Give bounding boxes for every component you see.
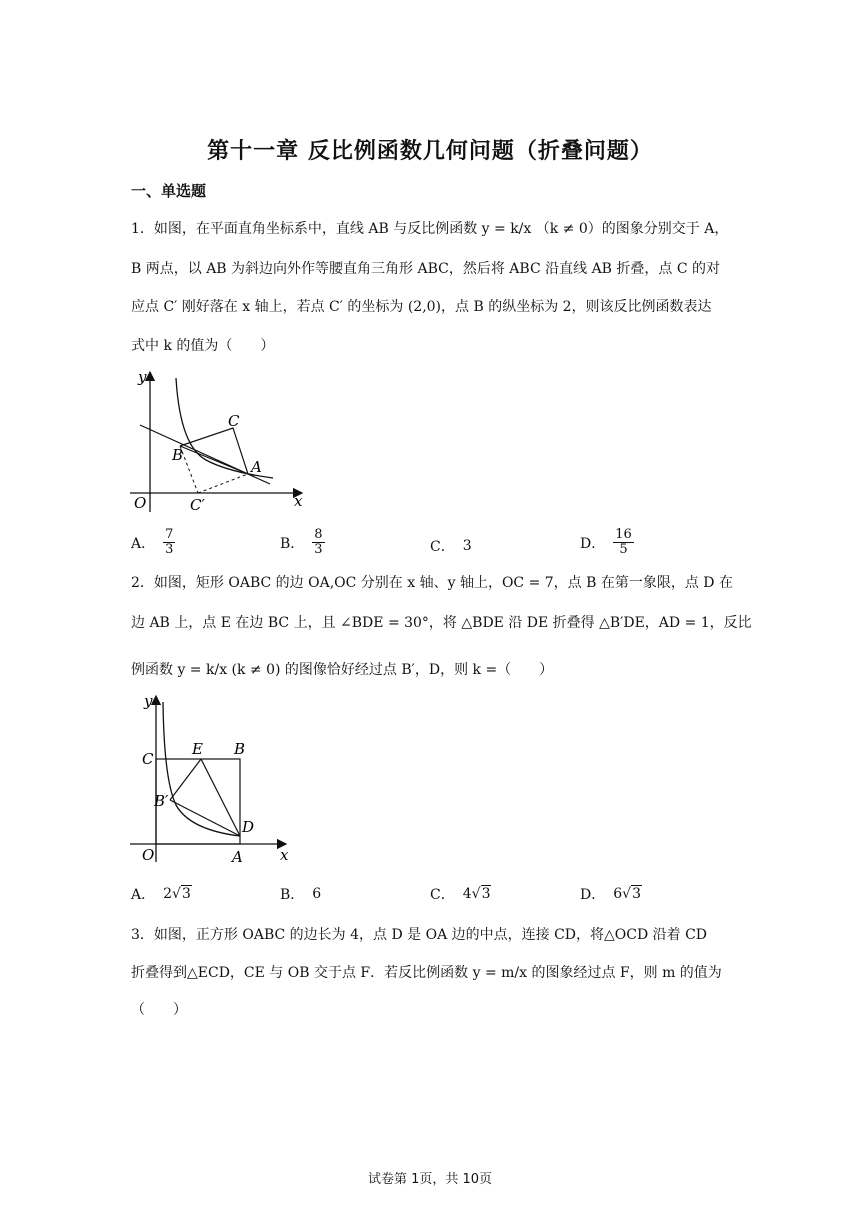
label-x: x [294,492,303,510]
q1-line-4: 式中 k 的值为（ ） [131,338,275,354]
label-o: O [142,846,155,864]
fraction-den: 3 [314,542,323,557]
q1-line-1: 1．如图，在平面直角坐标系中，直线 AB 与反比例函数 y = k/x （k ≠ 0）的图象分别交于 A， [131,221,729,237]
label-a: A [251,458,262,476]
q1-option-a[interactable] [131,528,175,557]
option-letter: B． [280,887,305,903]
q2-line-2: 边 AB 上，点 E 在边 BC 上，且 ∠BDE = 30°，将 △BDE 沿 DE 折叠得 △B′DE，AD = 1，反比 [131,615,752,631]
option-letter: A． [131,535,156,552]
label-b: B [172,446,184,464]
coef: 4 [462,886,472,902]
q2-line-1: 2．如图，矩形 OABC 的边 OA,OC 分别在 x 轴、y 轴上，OC = 7，点 B 在第一象限，点 D 在 [131,575,733,591]
option-value: 6 [312,886,322,902]
option-letter: A． [131,887,156,903]
q1-line-2: B 两点，以 AB 为斜边向外作等腰直角三角形 ABC，然后将 ABC 沿直线 AB 折叠，点 C 的对 [131,261,721,277]
q1-option-b[interactable] [280,528,325,557]
radicand: 3 [181,886,191,902]
fraction-num: 8 [314,527,323,542]
coef: 2 [163,886,173,902]
label-e: E [192,740,203,758]
section-heading: 一、单选题 [131,182,207,200]
coef: 6 [613,886,623,902]
line-eb-prime [170,759,201,800]
option-letter: D． [580,887,606,903]
option-letter: C． [430,539,455,555]
q3-line-2: 折叠得到△ECD，CE 与 OB 交于点 F．若反比例函数 y = m/x 的图象经过点 F，则 m 的值为 [131,965,722,981]
option-letter: D． [580,535,606,552]
q2-option-a[interactable] [131,884,192,904]
q2-line-3: 例函数 y = k/x (k ≠ 0) 的图像恰好经过点 B′，D，则 k =（ ） [131,662,554,678]
fraction-num: 16 [615,527,632,542]
label-c: C [228,412,240,430]
option-value: 2√3 [163,886,191,902]
dashed-acp [198,474,248,493]
line-ed [201,759,240,836]
q3-line-3: （ ） [131,1002,187,1018]
label-y: y [144,692,153,710]
option-value: 3 [462,538,472,554]
option-letter: B． [280,535,305,552]
label-b-prime: B′ [154,792,169,810]
fraction-den: 5 [619,542,628,557]
label-a: A [232,848,243,866]
radicand: 3 [632,886,641,902]
label-o: O [134,494,147,512]
q2-figure [128,690,298,866]
q2-option-c[interactable] [430,884,491,904]
radicand: 3 [481,886,491,902]
label-x: x [280,846,289,864]
line-b-prime-d [170,800,240,836]
page-footer: 试卷第 1页，共 10页 [367,1172,493,1187]
fraction [163,528,175,557]
fraction [613,528,634,557]
fraction-den: 3 [165,542,174,557]
q1-line-3: 应点 C′ 刚好落在 x 轴上，若点 C′ 的坐标为 (2,0)，点 B 的纵坐标为 2，则该反比例函数表达 [131,299,712,315]
label-b: B [234,740,246,758]
triangle-abc [180,428,248,474]
label-y: y [138,368,147,386]
fraction-num: 7 [165,527,174,542]
option-value: 4√3 [462,886,491,902]
q2-option-d[interactable] [580,884,642,904]
option-letter: C． [430,887,455,903]
q1-figure [128,368,308,516]
fraction [312,528,324,557]
label-c: C [142,750,154,768]
label-d: D [242,818,255,836]
page-title: 第十一章 反比例函数几何问题（折叠问题） [207,139,653,164]
option-value: 6√3 [613,886,641,902]
q1-option-d[interactable] [580,528,634,557]
q1-option-c[interactable] [430,536,472,556]
rectangle-oabc [156,759,240,844]
q3-line-1: 3．如图，正方形 OABC 的边长为 4，点 D 是 OA 边的中点，连接 CD，将△OCD 沿着 CD [131,927,708,943]
label-c-prime: C′ [190,496,205,514]
q2-option-b[interactable] [280,884,321,904]
